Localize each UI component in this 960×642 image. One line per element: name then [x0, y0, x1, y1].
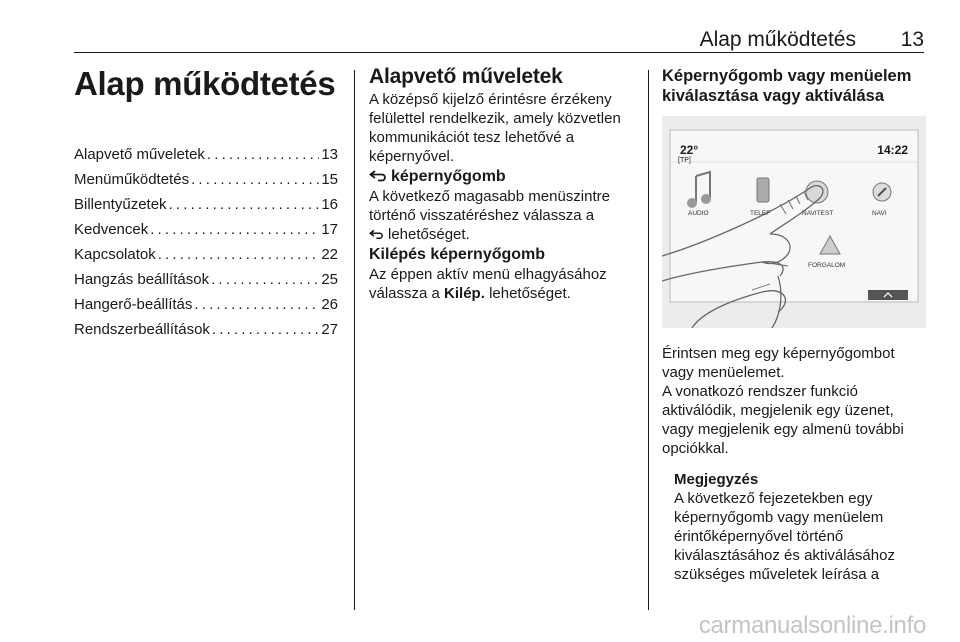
selection-heading: Képernyőgomb vagy menüelem kiválasztása vagy aktiválása [662, 67, 912, 105]
screen-tp-indicator: [TP] [678, 157, 691, 164]
column-divider [648, 70, 649, 610]
navitest-app-icon [806, 181, 828, 203]
note-box [674, 470, 926, 584]
toc-item[interactable]: Hangzás beállítások . . . 25 [74, 267, 338, 292]
watermark: carmanualsonline.info [698, 612, 926, 639]
toc-item[interactable]: Kapcsolatok . . . 22 [74, 242, 338, 267]
column-divider [354, 70, 355, 610]
toc-item[interactable]: Billentyűzetek . . . 16 [74, 192, 338, 217]
toc-item[interactable]: Menüműködtetés . . . 15 [74, 167, 338, 192]
page-number: 13 [900, 28, 924, 51]
section-title: Alapvető műveletek [369, 65, 563, 88]
intro-paragraph: A középső kijelző érintésre érzékeny felülettel rendelkezik, amely közvetlen kommunikációt tesz lehetővé a képernyővel. [369, 91, 621, 165]
screen-label-telefon: TELEF [750, 210, 771, 217]
screen-clock: 14:22 [877, 143, 908, 157]
content-column-2 [369, 64, 633, 303]
screen-label-forgalom: FORGALOM [808, 262, 846, 269]
exit-button-text: Az éppen aktív menü elhagyásához válassza a Kilép. lehetőséget. [369, 266, 607, 302]
navi-compass-icon [873, 183, 891, 201]
toc-item[interactable]: Rendszerbeállítások . . . 27 [74, 317, 338, 342]
back-button-text: A következő magasabb menüszintre történő visszatéréshez válassza a lehetőséget. [369, 188, 610, 243]
touchscreen-illustration [662, 116, 926, 328]
toc-item[interactable]: Hangerő-beállítás . . . 26 [74, 292, 338, 317]
exit-button-heading: Kilépés képernyőgomb [369, 246, 546, 263]
telephone-app-icon [757, 178, 769, 202]
page-header [74, 26, 924, 53]
back-button-heading: képernyőgomb [369, 166, 633, 187]
toc-item[interactable]: Alapvető műveletek . . . 13 [74, 142, 338, 167]
back-arrow-icon [369, 229, 383, 240]
screen-label-navi: NAVI [872, 210, 887, 217]
back-arrow-icon [369, 170, 386, 182]
table-of-contents [74, 142, 338, 342]
note-title: Megjegyzés [674, 471, 759, 488]
activation-paragraph: A vonatkozó rendszer funkció aktiválódik, megjelenik egy üzenet, vagy megjelenik egy almenü további opciókkal. [662, 383, 904, 457]
toc-column [74, 64, 338, 342]
screen-label-audio: AUDIO [688, 210, 709, 217]
header-title: Alap működtetés [699, 28, 856, 51]
scroll-up-button-shape [868, 290, 908, 300]
screen-label-navitest: NAVITEST [802, 210, 834, 217]
content-column-3 [662, 64, 926, 106]
note-text: A következő fejezetekben egy képernyőgomb vagy menüelem érintőképernyővel történő kiválasztásához és aktiválásához szükséges műveletek leírása a [674, 490, 895, 583]
screen-temperature: 22° [680, 143, 699, 157]
selection-body [662, 344, 926, 584]
toc-item[interactable]: Kedvencek . . . 17 [74, 217, 338, 242]
touch-paragraph: Érintsen meg egy képernyőgombot vagy menüelemet. [662, 345, 895, 381]
chapter-title: Alap működtetés [74, 65, 336, 102]
